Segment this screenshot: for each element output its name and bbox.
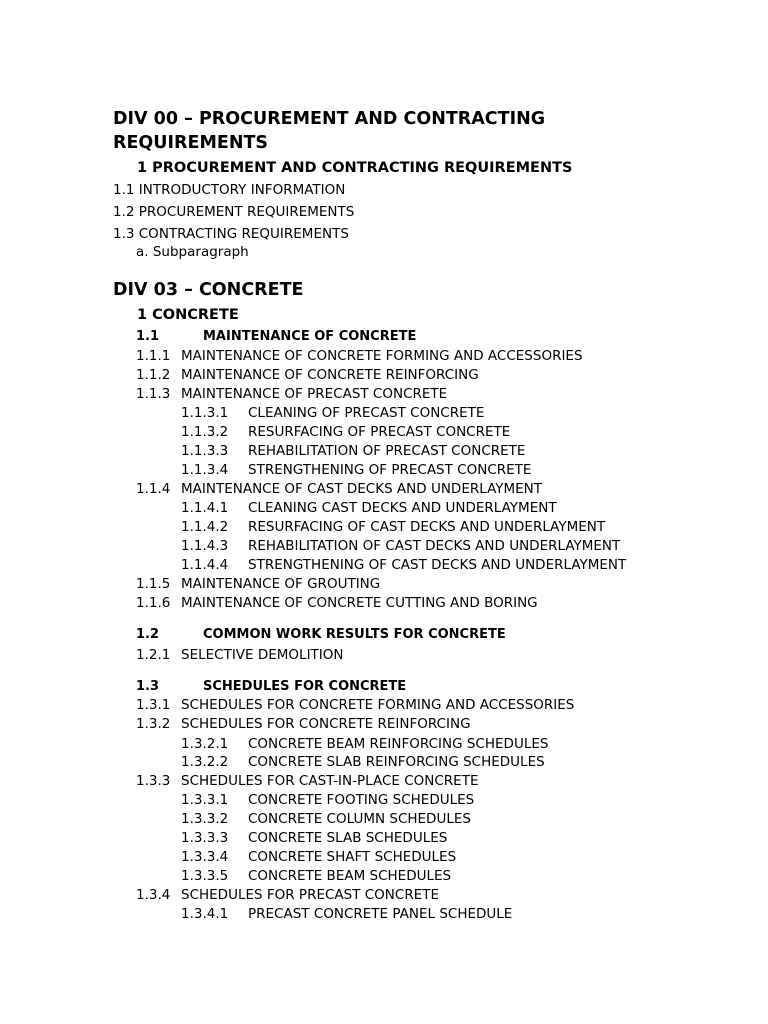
div-00-heading: DIV 00 – PROCUREMENT AND CONTRACTING REQUIREMENTS: [113, 109, 546, 153]
item-1-3-3-1: 1.3.3.1 CONCRETE FOOTING SCHEDULES: [181, 792, 475, 808]
div-00-item-1-1: 1.1 INTRODUCTORY INFORMATION: [113, 182, 346, 198]
div-03-heading: DIV 03 – CONCRETE: [113, 280, 304, 300]
item-1-1-4-3: 1.1.4.3 REHABILITATION OF CAST DECKS AND UNDERLAYMENT: [181, 538, 621, 554]
item-1-1-4: 1.1.4 MAINTENANCE OF CAST DECKS AND UNDERLAYMENT: [136, 481, 543, 497]
item-1-3-3: 1.3.3 SCHEDULES FOR CAST-IN-PLACE CONCRETE: [136, 773, 479, 789]
div-00-subparagraph: a. Subparagraph: [136, 244, 249, 260]
item-1-1-3: 1.1.3 MAINTENANCE OF PRECAST CONCRETE: [136, 386, 448, 402]
item-1-1-3-2: 1.1.3.2 RESURFACING OF PRECAST CONCRETE: [181, 424, 511, 440]
div-00-section-heading: 1 PROCUREMENT AND CONTRACTING REQUIREMENTS: [137, 160, 573, 176]
item-1-3-3-5: 1.3.3.5 CONCRETE BEAM SCHEDULES: [181, 868, 452, 884]
div-00-item-1-2: 1.2 PROCUREMENT REQUIREMENTS: [113, 204, 355, 220]
item-1-3-2-2: 1.3.2.2 CONCRETE SLAB REINFORCING SCHEDULES: [181, 754, 545, 770]
item-1-1-5: 1.1.5 MAINTENANCE OF GROUTING: [136, 576, 381, 592]
item-1-1-4-1: 1.1.4.1 CLEANING CAST DECKS AND UNDERLAYMENT: [181, 500, 557, 516]
item-1-1-4-2: 1.1.4.2 RESURFACING OF CAST DECKS AND UNDERLAYMENT: [181, 519, 606, 535]
item-1-3-3-4: 1.3.3.4 CONCRETE SHAFT SCHEDULES: [181, 849, 457, 865]
item-1-1-2: 1.1.2 MAINTENANCE OF CONCRETE REINFORCING: [136, 367, 479, 383]
item-1-1-3-1: 1.1.3.1 CLEANING OF PRECAST CONCRETE: [181, 405, 485, 421]
item-1-1-4-4: 1.1.4.4 STRENGTHENING OF CAST DECKS AND UNDERLAYMENT: [181, 557, 627, 573]
div-03-section-heading: 1 CONCRETE: [137, 307, 239, 323]
item-1-3-2-1: 1.3.2.1 CONCRETE BEAM REINFORCING SCHEDULES: [181, 736, 549, 752]
heading-1-1: 1.1 MAINTENANCE OF CONCRETE: [136, 329, 417, 344]
item-1-3-4: 1.3.4 SCHEDULES FOR PRECAST CONCRETE: [136, 887, 440, 903]
item-1-1-1: 1.1.1 MAINTENANCE OF CONCRETE FORMING AND ACCESSORIES: [136, 348, 583, 364]
heading-1-2: 1.2 COMMON WORK RESULTS FOR CONCRETE: [136, 627, 506, 642]
item-1-3-2: 1.3.2 SCHEDULES FOR CONCRETE REINFORCING: [136, 716, 471, 732]
item-1-2-1: 1.2.1 SELECTIVE DEMOLITION: [136, 647, 344, 663]
item-1-1-6: 1.1.6 MAINTENANCE OF CONCRETE CUTTING AND BORING: [136, 595, 538, 611]
item-1-3-1: 1.3.1 SCHEDULES FOR CONCRETE FORMING AND ACCESSORIES: [136, 697, 575, 713]
item-1-3-3-2: 1.3.3.2 CONCRETE COLUMN SCHEDULES: [181, 811, 471, 827]
item-1-1-3-4: 1.1.3.4 STRENGTHENING OF PRECAST CONCRETE: [181, 462, 532, 478]
heading-1-3: 1.3 SCHEDULES FOR CONCRETE: [136, 679, 407, 694]
item-1-3-4-1: 1.3.4.1 PRECAST CONCRETE PANEL SCHEDULE: [181, 906, 513, 922]
item-1-3-3-3: 1.3.3.3 CONCRETE SLAB SCHEDULES: [181, 830, 448, 846]
div-00-item-1-3: 1.3 CONTRACTING REQUIREMENTS: [113, 226, 349, 242]
item-1-1-3-3: 1.1.3.3 REHABILITATION OF PRECAST CONCRETE: [181, 443, 526, 459]
